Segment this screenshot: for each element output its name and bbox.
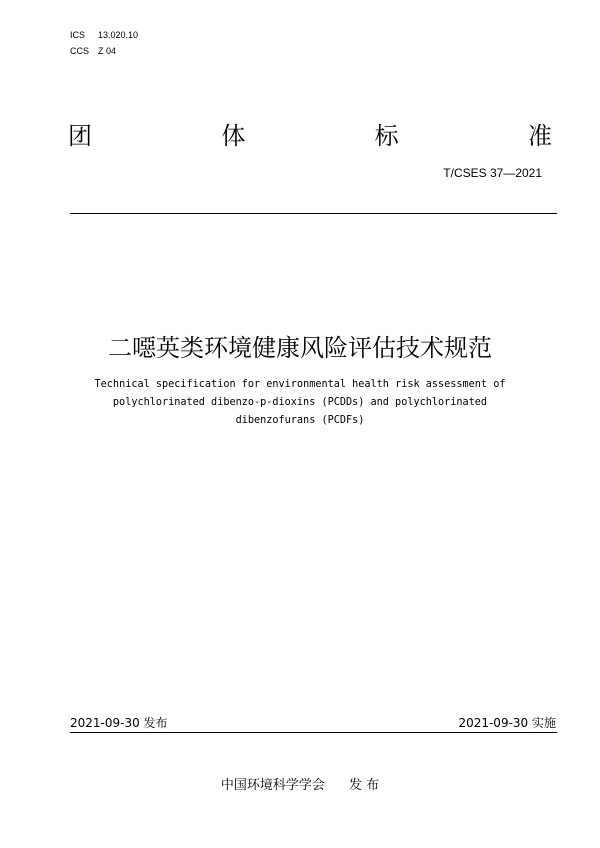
heading-char: 体 [221, 122, 246, 150]
heading-char: 标 [374, 122, 399, 150]
issuer-org: 中国环境科学学会 [220, 778, 325, 793]
group-standard-heading [68, 116, 552, 151]
bottom-divider [70, 732, 557, 733]
issuer-action: 发 布 [348, 778, 380, 793]
title-english [60, 376, 540, 430]
title-english-line: dibenzofurans (PCDFs) [235, 415, 365, 426]
top-divider [70, 213, 557, 214]
title-chinese: 二噁英类环境健康风险评估技术规范 [108, 334, 492, 362]
standard-number: T/CSES 37—2021 [443, 166, 542, 180]
heading-char: 团 [68, 122, 92, 150]
classification-codes [70, 27, 138, 59]
heading-char: 准 [527, 122, 552, 150]
implement-date: 2021-09-30 实施 [458, 716, 556, 730]
publish-date: 2021-09-30 发布 [70, 716, 168, 730]
ccs-code: CCS Z 04 [70, 46, 117, 56]
issuer [0, 774, 600, 793]
title-english-line: polychlorinated dibenzo-p-dioxins (PCDDs) and polychlorinated [112, 397, 488, 408]
title-english-line: Technical specification for environmental health risk assessment of [94, 379, 506, 390]
ics-code: ICS 13.020.10 [70, 30, 139, 40]
